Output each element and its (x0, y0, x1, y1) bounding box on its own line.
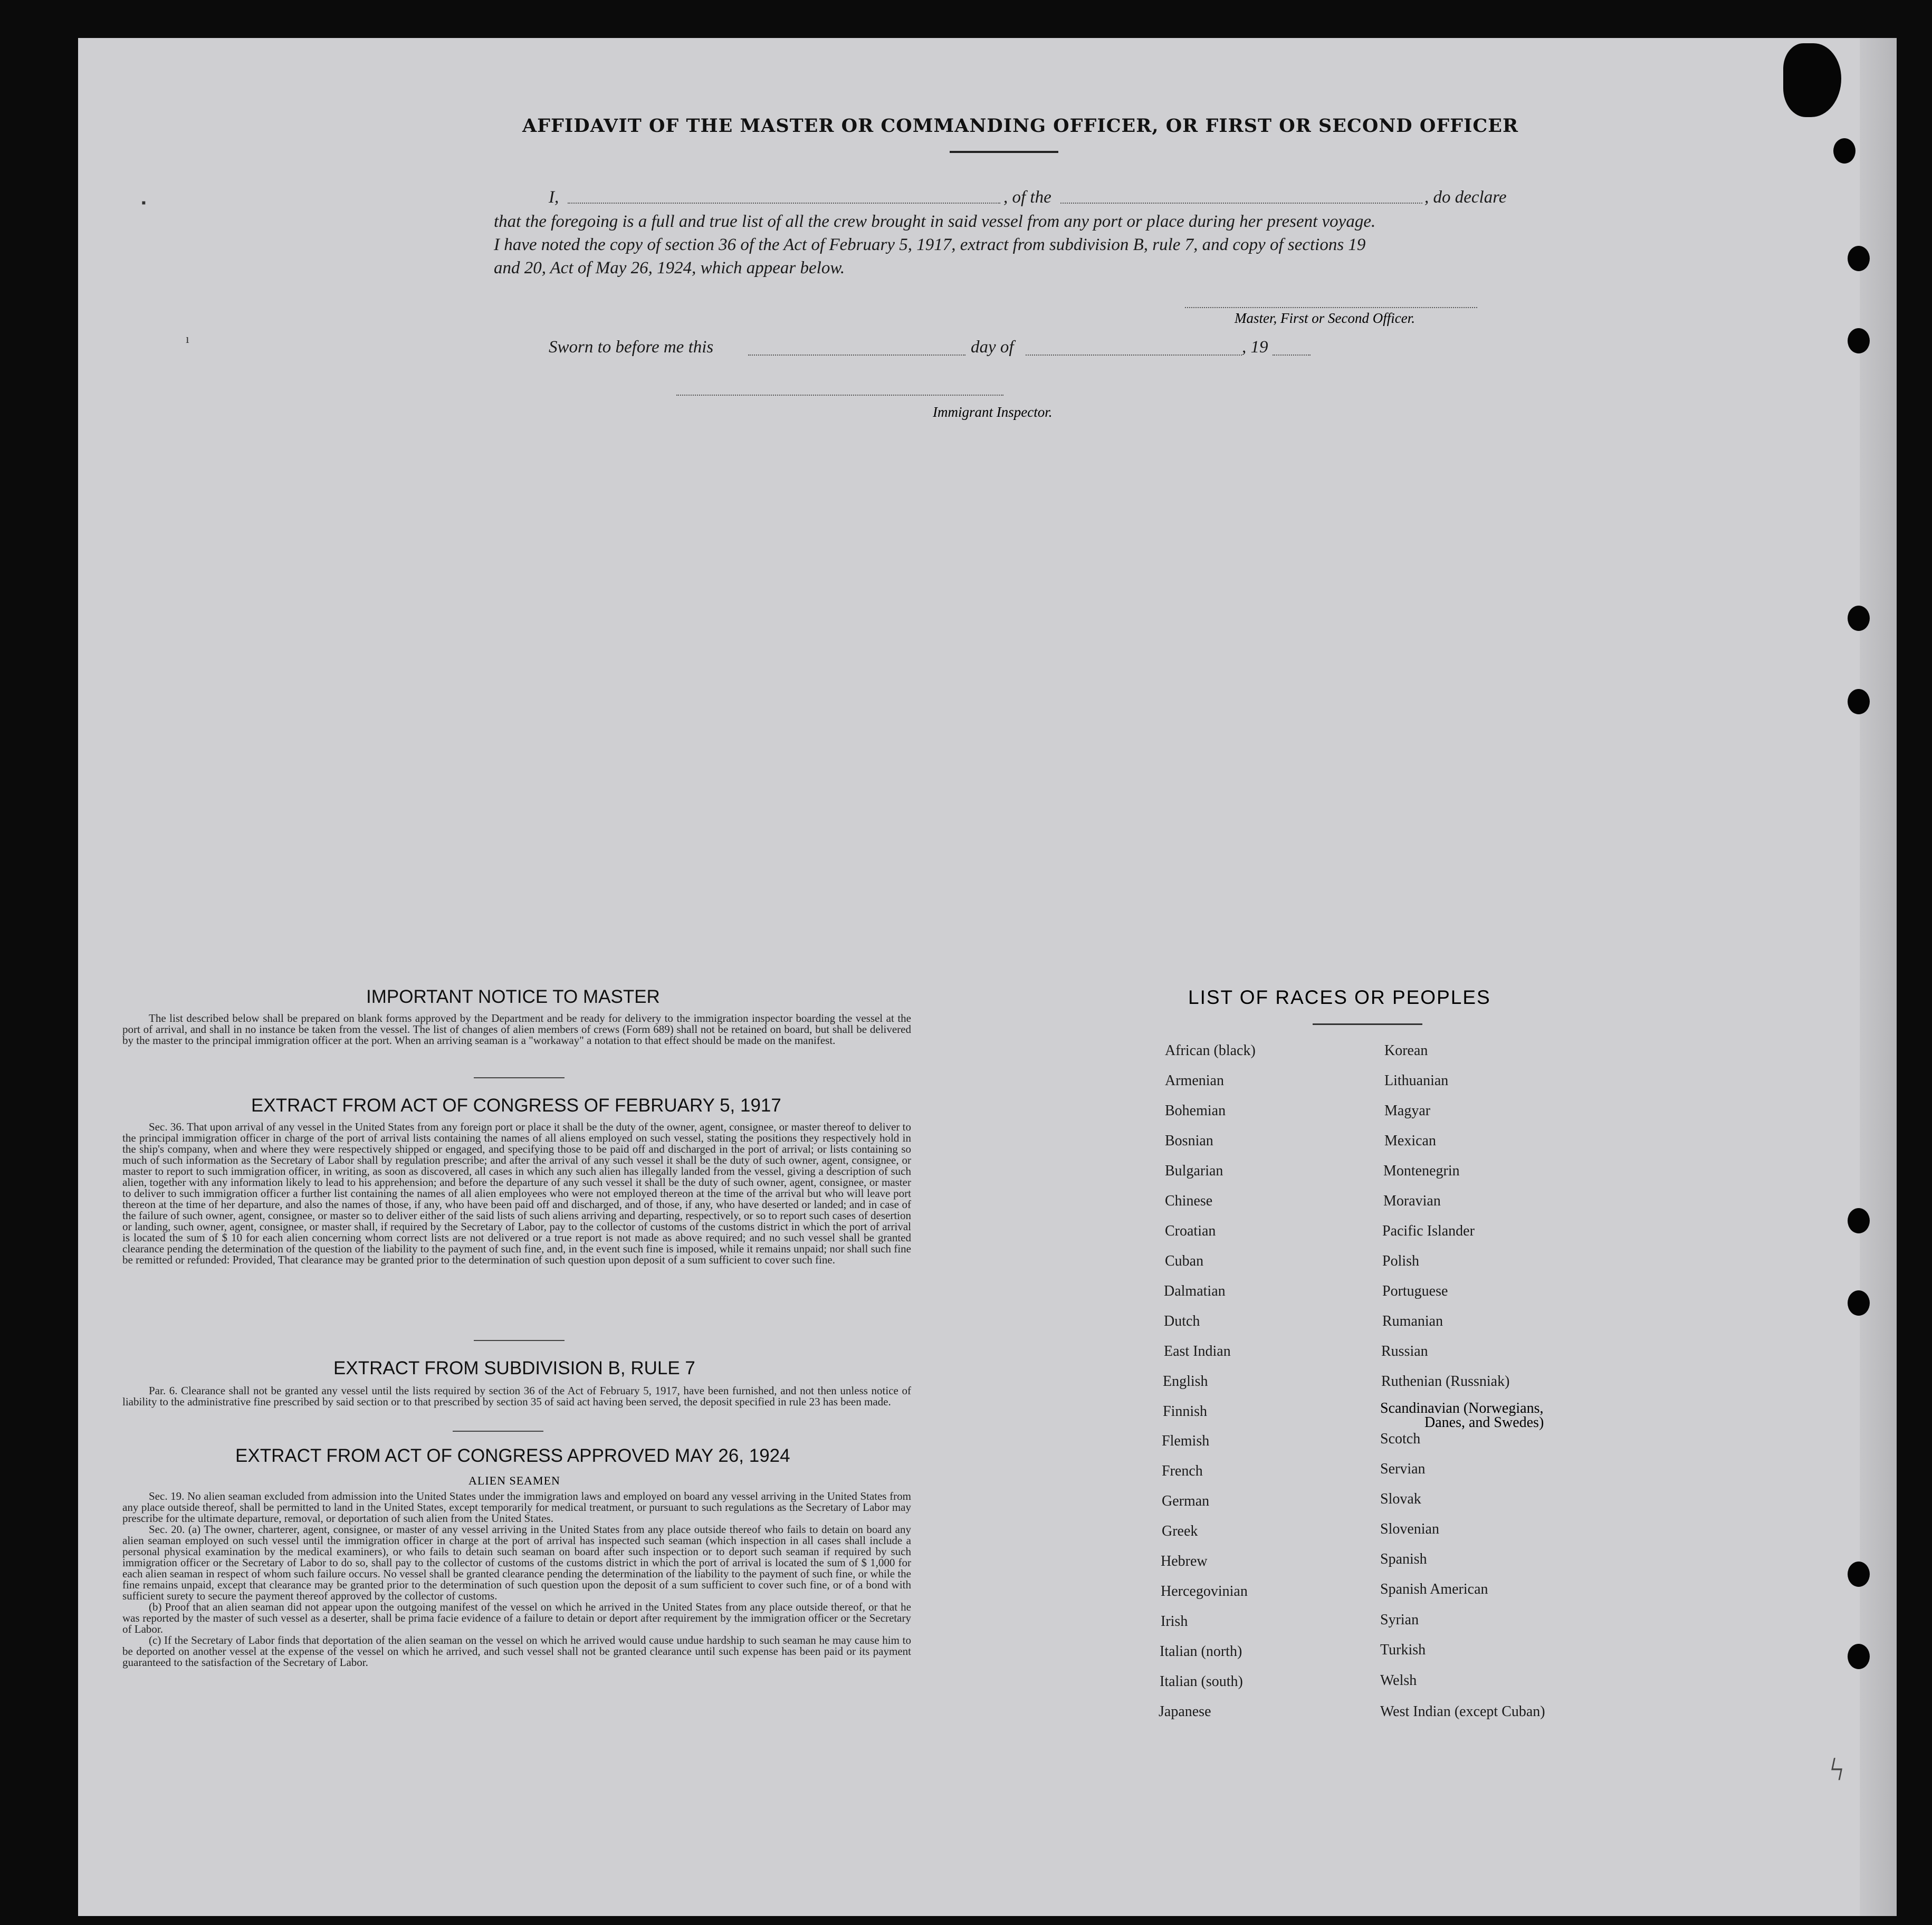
race-item: Magyar (1384, 1103, 1431, 1119)
race-item: Ruthenian (Russniak) (1381, 1373, 1510, 1390)
sec-20c-paragraph: (c) If the Secretary of Labor finds that deportation of the alien seaman on the vessel on which he arrived would cause undue hardship to such seaman he may cause him to be deported on another vessel at the expense of the vessel on which he arrived, and such vessel shall not be granted clearance until such expense has been paid or its payment guaranteed to the satisfaction of the Secretary of Labor. (122, 1634, 911, 1669)
race-item: Pacific Islander (1382, 1223, 1475, 1239)
declaration-line-2: that the foregoing is a full and true list of all the crew brought in said vessel from any port or place during her present voyage. (494, 212, 1376, 231)
declaration-line-3: I have noted the copy of section 36 of the Act of February 5, 1917, extract from subdivision B, rule 7, and copy of sections 19 (494, 235, 1366, 254)
race-item: Italian (north) (1160, 1643, 1242, 1660)
inspector-label: Immigrant Inspector. (933, 404, 1053, 420)
page-edge (1860, 38, 1897, 1916)
sworn-month-field[interactable] (1026, 355, 1242, 356)
scan-speck: ı (186, 332, 189, 346)
notice-body (122, 1013, 911, 1046)
declaration-line-4: and 20, Act of May 26, 1924, which appear below. (494, 258, 845, 277)
race-item: Spanish American (1380, 1581, 1488, 1597)
race-item: Portuguese (1382, 1283, 1448, 1299)
race-item: Irish (1161, 1613, 1188, 1630)
year-label: , 19 (1242, 338, 1268, 357)
race-item: Russian (1381, 1343, 1428, 1359)
rule-7-body (122, 1385, 911, 1407)
race-item: Hebrew (1161, 1553, 1208, 1569)
do-declare-label: , do declare (1424, 188, 1507, 207)
punch-hole (1848, 689, 1870, 714)
race-item: English (1163, 1373, 1208, 1390)
punch-hole (1848, 1644, 1870, 1669)
punch-hole (1848, 246, 1870, 271)
race-item: West Indian (except Cuban) (1380, 1703, 1545, 1720)
race-item: Mexican (1384, 1133, 1436, 1149)
race-item: Flemish (1162, 1433, 1210, 1449)
punch-hole (1848, 1208, 1870, 1233)
race-item: African (black) (1165, 1042, 1256, 1059)
race-item: Scotch (1380, 1431, 1421, 1447)
race-item: Servian (1380, 1461, 1426, 1477)
race-item: Polish (1382, 1253, 1420, 1269)
punch-hole (1848, 606, 1870, 631)
race-item: Welsh (1380, 1672, 1417, 1689)
punch-hole (1848, 1290, 1870, 1316)
of-the-label: , of the (1003, 188, 1051, 207)
race-item: Japanese (1159, 1703, 1211, 1720)
race-item: Dutch (1164, 1313, 1200, 1329)
extract-1917-title: EXTRACT FROM ACT OF CONGRESS OF FEBRUARY 5, 1917 (251, 1095, 781, 1116)
race-item: Dalmatian (1164, 1283, 1226, 1299)
race-item: French (1162, 1463, 1203, 1479)
race-item: Bosnian (1165, 1133, 1213, 1149)
races-title-rule (1313, 1023, 1422, 1025)
sec-36-paragraph: Sec. 36. That upon arrival of any vessel in the United States from any foreign port or place it shall be the duty of the owner, agent, consignee, or master thereof to deliver to the principal immigration officer in charge of the port of arrival lists containing the names of all aliens employed on such vessel, stating the positions they respectively hold in the ship's company, when and where they were respectively shipped or engaged, and specifying those to be paid off and discharged in the port of arrival; or lists containing so much of such information as the Secretary of Labor shall by regulation prescribe; and after the arrival of any such vessel it shall be the duty of such owner, agent, consignee, or master to report to such immigration officer, in writing, as soon as discovered, all cases in which any such alien has illegally landed from the vessel, giving a description of such alien, together with any information likely to lead to his apprehension; and before the departure of any such vessel it shall be the duty of such owner, agent, consignee, or master to deliver to such immigration officer a further list containing the names of all alien employees who were not employed thereon at the time of the arrival but who will leave port thereon at the time of her departure, and also the names of those, if any, who have been paid off and discharged, and of those, if any, who have deserted or landed; and in case of the failure of such owner, agent, consignee, or master so to deliver either of the said lists of such aliens arriving and departing, respectively, or so to report such cases of desertion or landing, such owner, agent, consignee, or master shall, if required by the Secretary of Labor, pay to the collector of customs of the customs district in which the port of arrival is located the sum of $ 10 for each alien concerning whom correct lists are not delivered or a true report is not made as above required; and no such vessel shall be granted clearance pending the determination of the question of the liability to the payment of such fine, and, in the event such fine is imposed, while it remains unpaid; nor shall such fine be remitted or refunded: Provided, That clearance may be granted prior to the determination of such question upon deposit of a sum sufficient to cover such fine. (122, 1120, 911, 1266)
section-separator (453, 1431, 543, 1432)
extract-1917-body (122, 1122, 911, 1266)
race-item: Finnish (1163, 1403, 1208, 1420)
sworn-label: Sworn to before me this (549, 338, 714, 357)
race-item: Armenian (1165, 1072, 1224, 1089)
notice-paragraph: The list described below shall be prepared on blank forms approved by the Department and be ready for delivery to the immigration inspector boarding the vessel at the port of arrival, and shall in no instance be taken from the vessel. The list of changes of alien members of crews (Form 689) shall not be retained on board, but shall be delivered by the master to the principal immigration officer at the port. When an arriving seaman is a "workaway" a notation to that effect should be made on the manifest. (122, 1012, 911, 1047)
race-item-line: Scandinavian (Norwegians, (1380, 1400, 1544, 1416)
race-item: Montenegrin (1383, 1163, 1460, 1179)
sworn-day-field[interactable] (748, 355, 965, 356)
rule-7-title: EXTRACT FROM SUBDIVISION B, RULE 7 (333, 1358, 695, 1378)
affidavit-title: AFFIDAVIT OF THE MASTER OR COMMANDING OFFICER, OR FIRST OR SECOND OFFICER (522, 115, 1519, 137)
scan-speck: ▪ (141, 196, 146, 210)
par-6-paragraph: Par. 6. Clearance shall not be granted any vessel until the lists required by section 36 of the Act of February 5, 1917, have been furnished, and not then unless notice of liability to the administrative fine prescribed by said section or to that prescribed by section 35 of said act having been served, the deposit specified in rule 23 has been made. (122, 1384, 911, 1408)
day-of-label: day of (971, 338, 1014, 357)
race-item: Croatian (1165, 1223, 1216, 1239)
alien-seamen-subtitle: ALIEN SEAMEN (468, 1474, 560, 1487)
margin-handwriting: ϟ (1830, 1752, 1844, 1787)
race-item: Lithuanian (1384, 1072, 1449, 1089)
vessel-name-field[interactable] (1060, 203, 1422, 204)
race-item: Bulgarian (1165, 1163, 1223, 1179)
title-rule (950, 151, 1058, 153)
race-item: Rumanian (1382, 1313, 1443, 1329)
section-separator (474, 1077, 565, 1078)
race-item: Turkish (1380, 1642, 1426, 1658)
race-item: Syrian (1380, 1612, 1419, 1628)
race-item: Slovenian (1380, 1521, 1439, 1537)
extract-1924-body (122, 1491, 911, 1668)
declarant-prefix: I, (549, 188, 559, 207)
sec-19-paragraph: Sec. 19. No alien seaman excluded from admission into the United States under the immigration laws and employed on board any vessel arriving in the United States from any place outside thereof, shall be permitted to land in the United States, except temporarily for medical treatment, or pursuant to such regulations as the Secretary of Labor may prescribe for the ultimate departure, removal, or deportation of such alien from the United States. (122, 1490, 911, 1525)
sec-20b-paragraph: (b) Proof that an alien seaman did not appear upon the outgoing manifest of the vessel on which he arrived in the United States from any place outside thereof, or that he was reported by the master of such vessel as a deserter, shall be prima facie evidence of a failure to detain or deport after requirement by the immigration officer or the Secretary of Labor. (122, 1601, 911, 1635)
sec-20a-paragraph: Sec. 20. (a) The owner, charterer, agent, consignee, or master of any vessel arriving in the United States from any place outside thereof who fails to detain on board any alien seaman employed on such vessel until the immigration officer in charge at the port of arrival has inspected such seaman (which inspection in all cases shall include a personal physical examination by the medical examiners), or who fails to detain such seaman on board after such inspection or to deport such seaman if required by such immigration officer or the Secretary of Labor to do so, shall pay to the collector of customs of the customs district in which the port of arrival is located the sum of $ 1,000 for each alien seaman in respect of whom such failure occurs. No vessel shall be granted clearance pending the determination of the liability to the payment of such fine, or while the fine remains unpaid, except that clearance may be granted prior to the determination of such question upon the deposit of a sum sufficient to cover such fine, or of a bond with sufficient surety to secure the payment thereof approved by the collector of customs. (122, 1523, 911, 1602)
race-item: Chinese (1165, 1193, 1213, 1209)
race-item (1380, 1401, 1544, 1430)
race-item: Slovak (1380, 1491, 1421, 1507)
race-item: Italian (south) (1160, 1673, 1243, 1690)
extract-1924-title: EXTRACT FROM ACT OF CONGRESS APPROVED MAY 26, 1924 (235, 1445, 790, 1466)
race-item: East Indian (1164, 1343, 1231, 1359)
race-item-line: Danes, and Swedes) (1424, 1414, 1544, 1431)
race-item: Bohemian (1165, 1103, 1226, 1119)
notice-title: IMPORTANT NOTICE TO MASTER (366, 987, 660, 1007)
race-item: Spanish (1380, 1551, 1427, 1567)
race-item: German (1162, 1493, 1210, 1509)
punch-hole (1833, 138, 1856, 164)
punch-hole (1848, 328, 1870, 353)
race-item: Korean (1384, 1042, 1428, 1059)
race-item: Greek (1162, 1523, 1198, 1539)
inspector-signature-field[interactable] (676, 395, 1003, 396)
section-separator (474, 1340, 565, 1341)
declarant-name-field[interactable] (568, 203, 1000, 204)
punch-hole (1848, 1562, 1870, 1587)
race-item: Hercegovinian (1161, 1583, 1248, 1600)
races-title: LIST OF RACES OR PEOPLES (1188, 987, 1491, 1008)
race-item: Cuban (1165, 1253, 1204, 1269)
sworn-year-field[interactable] (1273, 355, 1311, 356)
race-item: Moravian (1383, 1193, 1441, 1209)
master-signature-label: Master, First or Second Officer. (1235, 310, 1415, 326)
master-signature-field[interactable] (1185, 307, 1477, 308)
